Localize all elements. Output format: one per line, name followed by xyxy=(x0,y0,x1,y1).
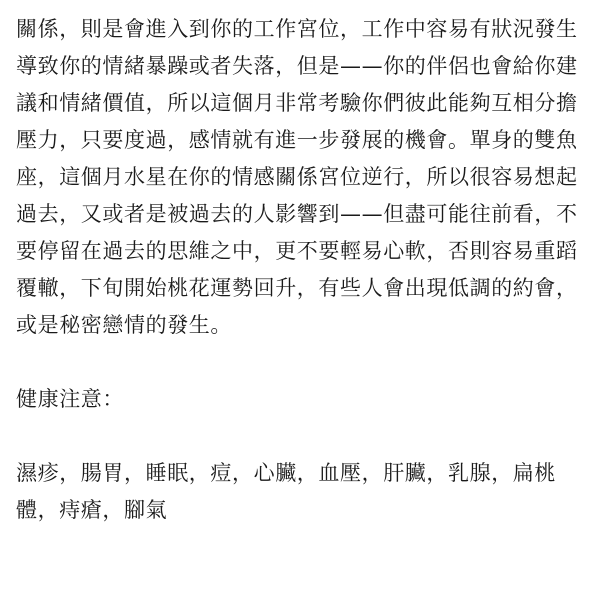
text-line: 要停留在過去的思維之中，更不要輕易心軟，否則容易重蹈 xyxy=(16,239,578,263)
health-heading: 健康注意： xyxy=(16,387,124,411)
text-line: 議和情緒價值，所以這個月非常考驗你們彼此能夠互相分擔 xyxy=(16,91,578,115)
article-body xyxy=(16,0,592,529)
text-line: 導致你的情緒暴躁或者失落，但是——你的伴侶也會給你建 xyxy=(16,54,578,78)
text-line: 體，痔瘡，腳氣 xyxy=(16,498,168,522)
health-list xyxy=(16,455,592,529)
love-paragraph xyxy=(16,11,592,344)
text-line: 濕疹，腸胃，睡眠，痘，心臟，血壓，肝臟，乳腺，扁桃 xyxy=(16,461,556,485)
text-line: 過去，又或者是被過去的人影響到——但盡可能往前看，不 xyxy=(16,202,578,226)
text-line: 關係，則是會進入到你的工作宮位，工作中容易有狀況發生 xyxy=(16,17,578,41)
text-line: 覆轍，下旬開始桃花運勢回升，有些人會出現低調的約會， xyxy=(16,276,578,300)
text-line: 座，這個月水星在你的情感關係宮位逆行，所以很容易想起 xyxy=(16,165,578,189)
text-line: 或是秘密戀情的發生。 xyxy=(16,313,232,337)
text-line: 壓力，只要度過，感情就有進一步發展的機會。單身的雙魚 xyxy=(16,128,578,152)
